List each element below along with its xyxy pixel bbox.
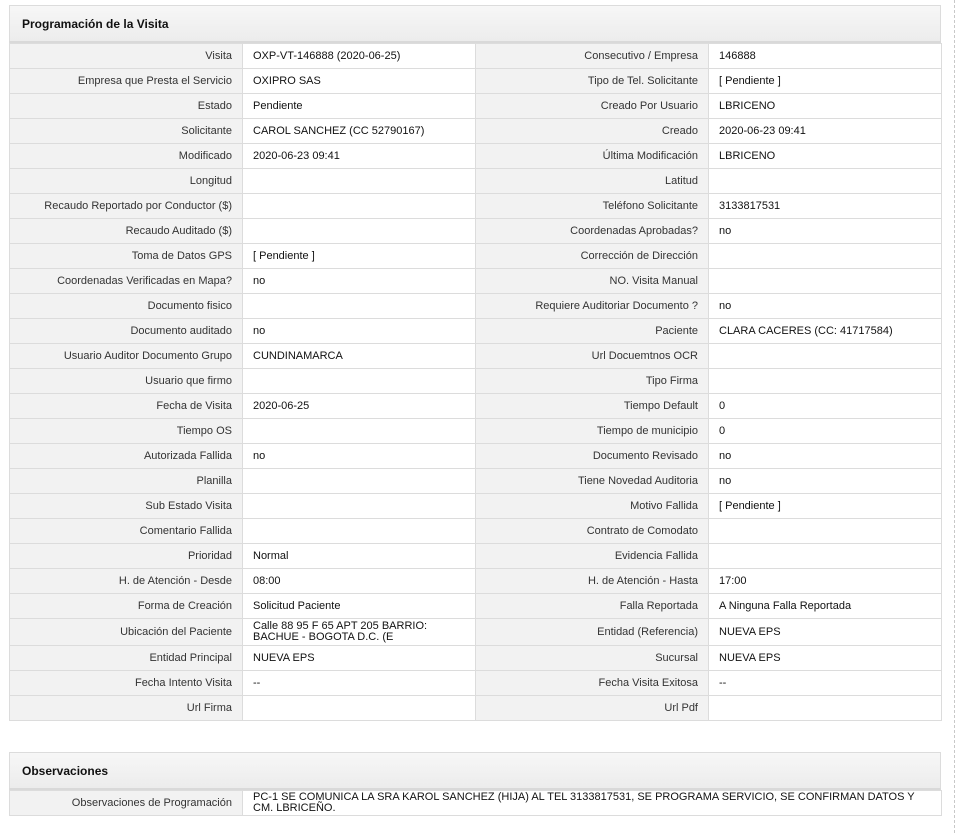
field-label: Visita: [10, 44, 243, 69]
field-label: Estado: [10, 94, 243, 119]
field-value: no: [709, 219, 942, 244]
field-value: [243, 419, 476, 444]
field-label: NO. Visita Manual: [476, 269, 709, 294]
detail-row: [10, 194, 942, 219]
field-label: Usuario que firmo: [10, 369, 243, 394]
field-value: [709, 344, 942, 369]
field-label: Coordenadas Verificadas en Mapa?: [10, 269, 243, 294]
field-label: Creado: [476, 119, 709, 144]
detail-row: [10, 269, 942, 294]
field-value: 146888: [709, 44, 942, 69]
field-value: Normal: [243, 544, 476, 569]
field-label: Prioridad: [10, 544, 243, 569]
detail-row: [10, 544, 942, 569]
field-label: Sucursal: [476, 646, 709, 671]
field-value: 0: [709, 394, 942, 419]
field-value: A Ninguna Falla Reportada: [709, 594, 942, 619]
field-value: [709, 169, 942, 194]
field-value: Pendiente: [243, 94, 476, 119]
detail-row: [10, 394, 942, 419]
detail-row: [10, 469, 942, 494]
field-value: [243, 696, 476, 721]
field-value: [243, 169, 476, 194]
field-label: Tipo de Tel. Solicitante: [476, 69, 709, 94]
detail-row: [10, 144, 942, 169]
field-value: [709, 696, 942, 721]
field-value: [709, 269, 942, 294]
detail-row: [10, 519, 942, 544]
field-value: 2020-06-25: [243, 394, 476, 419]
detail-row: [10, 244, 942, 269]
field-value: [709, 369, 942, 394]
field-label: Contrato de Comodato: [476, 519, 709, 544]
field-value: CAROL SANCHEZ (CC 52790167): [243, 119, 476, 144]
field-label: Longitud: [10, 169, 243, 194]
field-value: [ Pendiente ]: [709, 494, 942, 519]
field-value: --: [709, 671, 942, 696]
detail-row: [10, 219, 942, 244]
observations-value: PC-1 SE COMUNICA LA SRA KAROL SANCHEZ (HIJA) AL TEL 3133817531, SE PROGRAMA SERVICIO, SE CONFIRMAN DATOS Y CM. LBRICEÑO.: [243, 791, 942, 816]
field-value: 17:00: [709, 569, 942, 594]
detail-row: [10, 619, 942, 646]
detail-row: [10, 119, 942, 144]
field-label: Entidad (Referencia): [476, 619, 709, 646]
field-value: 08:00: [243, 569, 476, 594]
field-value: LBRICENO: [709, 144, 942, 169]
observations-table: [9, 790, 942, 816]
field-label: Fecha de Visita: [10, 394, 243, 419]
visit-programming-title: Programación de la Visita: [9, 5, 941, 41]
field-label: Url Docuemtnos OCR: [476, 344, 709, 369]
field-value: no: [243, 319, 476, 344]
field-label: Paciente: [476, 319, 709, 344]
field-label: Requiere Auditoriar Documento ?: [476, 294, 709, 319]
field-value: [243, 294, 476, 319]
field-label: Documento Revisado: [476, 444, 709, 469]
field-label: Documento fisico: [10, 294, 243, 319]
observations-title: Observaciones: [9, 752, 941, 788]
field-value: no: [709, 444, 942, 469]
field-label: Toma de Datos GPS: [10, 244, 243, 269]
field-label: Url Pdf: [476, 696, 709, 721]
detail-row: [10, 344, 942, 369]
field-label: Planilla: [10, 469, 243, 494]
field-value: NUEVA EPS: [709, 619, 942, 646]
field-label: Observaciones de Programación: [10, 791, 243, 816]
field-label: H. de Atención - Hasta: [476, 569, 709, 594]
field-label: Tiempo Default: [476, 394, 709, 419]
detail-row: [10, 671, 942, 696]
detail-row: [10, 494, 942, 519]
field-value: [243, 519, 476, 544]
field-value: NUEVA EPS: [709, 646, 942, 671]
field-label: Url Firma: [10, 696, 243, 721]
field-label: Usuario Auditor Documento Grupo: [10, 344, 243, 369]
detail-row: [10, 594, 942, 619]
field-label: Documento auditado: [10, 319, 243, 344]
field-label: Teléfono Solicitante: [476, 194, 709, 219]
field-value: 0: [709, 419, 942, 444]
field-value: [709, 519, 942, 544]
field-label: Fecha Visita Exitosa: [476, 671, 709, 696]
field-value: LBRICENO: [709, 94, 942, 119]
field-label: Tiene Novedad Auditoria: [476, 469, 709, 494]
field-label: Comentario Fallida: [10, 519, 243, 544]
field-value: no: [243, 269, 476, 294]
detail-row: [10, 569, 942, 594]
field-label: Tiempo de municipio: [476, 419, 709, 444]
visit-details-table: [9, 43, 942, 721]
page-right-dashed-border: [954, 0, 955, 833]
detail-row: [10, 369, 942, 394]
detail-row: [10, 294, 942, 319]
field-label: Tiempo OS: [10, 419, 243, 444]
field-label: Corrección de Dirección: [476, 244, 709, 269]
visit-details-rows: [10, 44, 942, 721]
field-value: [709, 244, 942, 269]
field-value: [ Pendiente ]: [709, 69, 942, 94]
field-value: no: [709, 294, 942, 319]
detail-row: [10, 169, 942, 194]
field-label: Autorizada Fallida: [10, 444, 243, 469]
field-label: Entidad Principal: [10, 646, 243, 671]
detail-row: [10, 319, 942, 344]
field-value: Solicitud Paciente: [243, 594, 476, 619]
field-label: Creado Por Usuario: [476, 94, 709, 119]
field-value: CUNDINAMARCA: [243, 344, 476, 369]
field-value: OXIPRO SAS: [243, 69, 476, 94]
detail-row: [10, 696, 942, 721]
detail-row: [10, 419, 942, 444]
field-label: Ubicación del Paciente: [10, 619, 243, 646]
field-label: Empresa que Presta el Servicio: [10, 69, 243, 94]
field-label: Sub Estado Visita: [10, 494, 243, 519]
detail-row: [10, 94, 942, 119]
field-value: [709, 544, 942, 569]
detail-row: [10, 646, 942, 671]
field-label: Solicitante: [10, 119, 243, 144]
field-label: Recaudo Reportado por Conductor ($): [10, 194, 243, 219]
field-label: Modificado: [10, 144, 243, 169]
field-value: Calle 88 95 F 65 APT 205 BARRIO: BACHUE - BOGOTA D.C. (E: [243, 619, 476, 646]
field-value: --: [243, 671, 476, 696]
field-label: Tipo Firma: [476, 369, 709, 394]
field-label: Latitud: [476, 169, 709, 194]
field-label: Consecutivo / Empresa: [476, 44, 709, 69]
field-value: CLARA CACERES (CC: 41717584): [709, 319, 942, 344]
field-label: H. de Atención - Desde: [10, 569, 243, 594]
field-label: Coordenadas Aprobadas?: [476, 219, 709, 244]
field-label: Forma de Creación: [10, 594, 243, 619]
detail-row: [10, 44, 942, 69]
observations-row: [10, 791, 942, 816]
field-label: Recaudo Auditado ($): [10, 219, 243, 244]
detail-row: [10, 444, 942, 469]
field-value: [243, 469, 476, 494]
detail-row: [10, 69, 942, 94]
field-value: 2020-06-23 09:41: [709, 119, 942, 144]
field-label: Última Modificación: [476, 144, 709, 169]
field-value: [243, 219, 476, 244]
field-value: OXP-VT-146888 (2020-06-25): [243, 44, 476, 69]
field-value: 3133817531: [709, 194, 942, 219]
visit-programming-panel: [9, 5, 941, 721]
field-label: Evidencia Fallida: [476, 544, 709, 569]
field-value: no: [709, 469, 942, 494]
field-value: NUEVA EPS: [243, 646, 476, 671]
field-value: [243, 369, 476, 394]
field-value: 2020-06-23 09:41: [243, 144, 476, 169]
field-value: [243, 494, 476, 519]
field-value: [ Pendiente ]: [243, 244, 476, 269]
field-label: Motivo Fallida: [476, 494, 709, 519]
observations-panel: [9, 752, 941, 816]
field-value: no: [243, 444, 476, 469]
field-value: [243, 194, 476, 219]
field-label: Fecha Intento Visita: [10, 671, 243, 696]
field-label: Falla Reportada: [476, 594, 709, 619]
